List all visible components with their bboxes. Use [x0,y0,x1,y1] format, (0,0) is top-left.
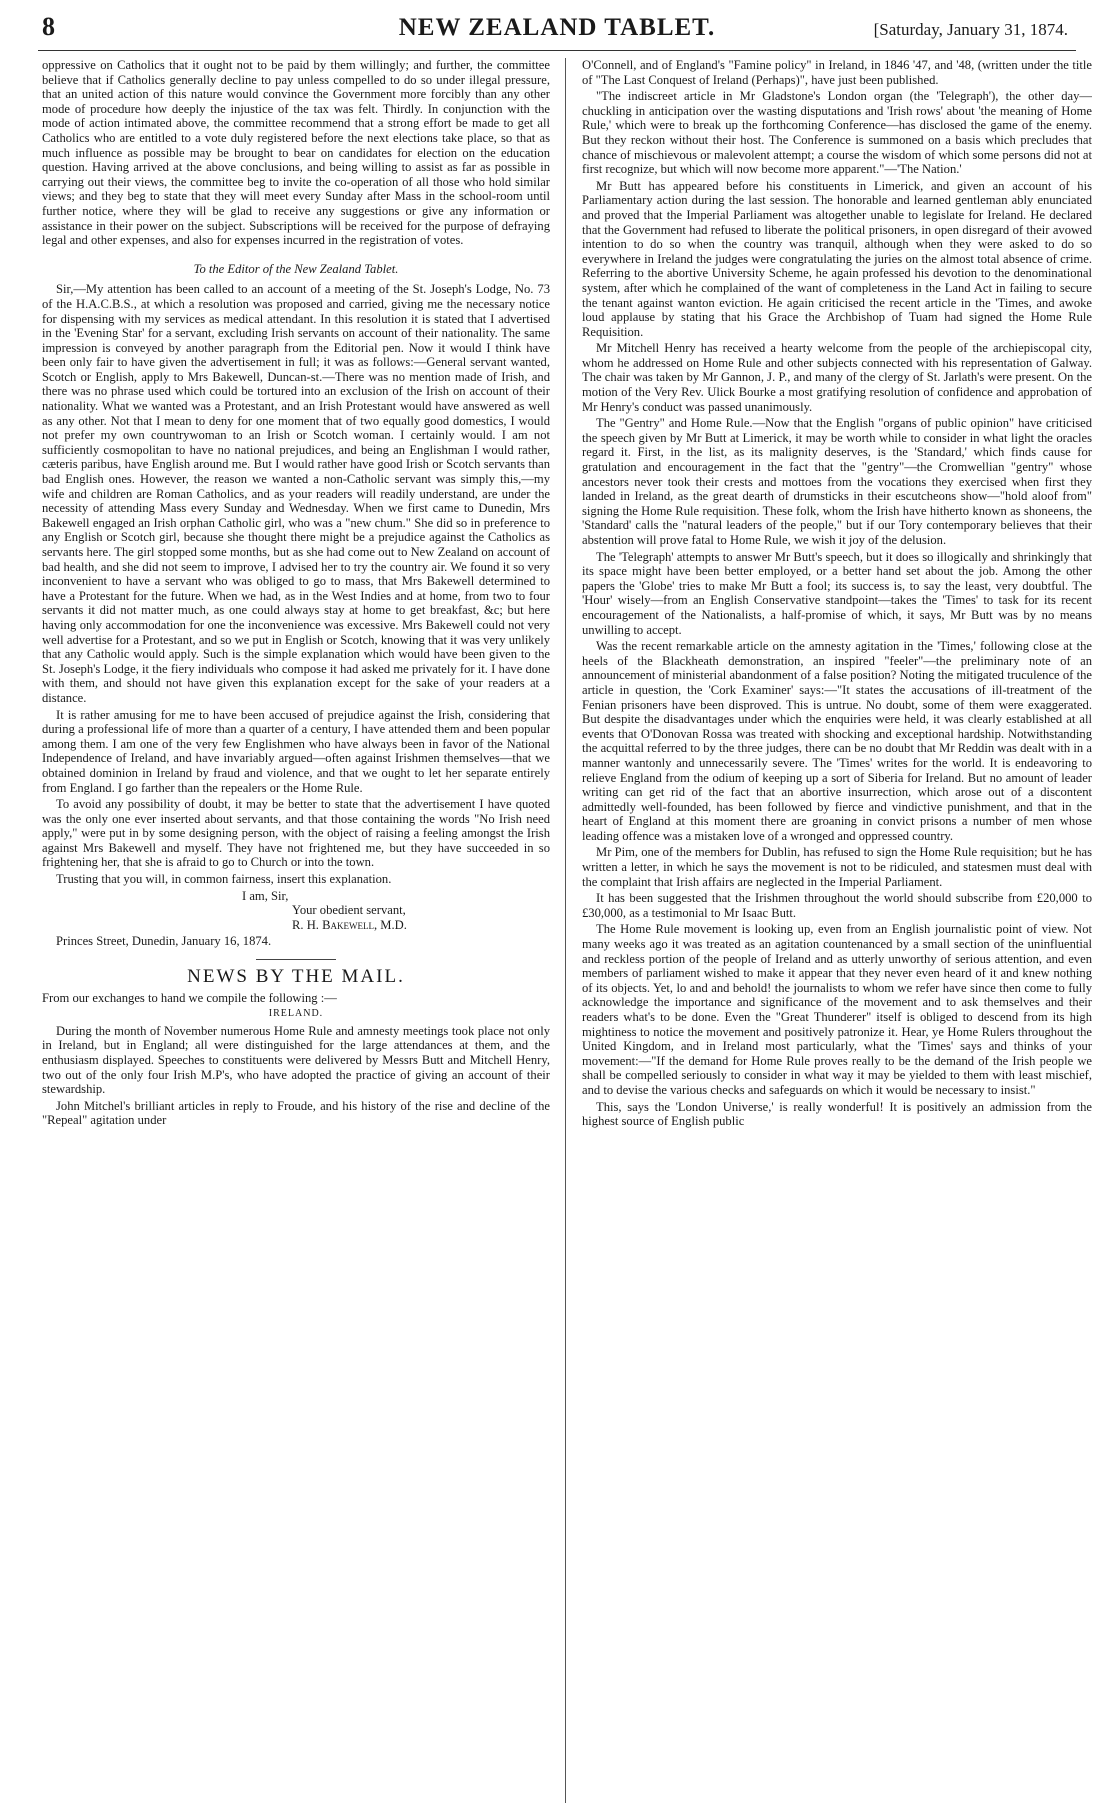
article-paragraph: oppressive on Catholics that it ought not to be paid by them willingly; and further, the committee believe that if Catholics generally decline to pay unless compelled to do so under illegal pressure, that an united action of this nature would convince the Government more forcibly than any other mode of procedure how deeply the injustice of the tax was felt. Thirdly. In conjunction with the mode of action intimated above, the committee recommend that a strong effort be made to get all Catholics who are entitled to a vote duly registered before the next elections take place, so that as much influence as possible may be brought to bear on candidates for election on the education question. Having arrived at the above conclusions, and being willing to assist as far as possible in carrying out their views, the committee beg to invite the co-operation of all those who hold similar views; and they beg to state that they will meet every Sunday after Mass in the school-room until further notice, where they will be glad to receive any suggestions or give any information or assistance in their power on the subject. Subscriptions will be received for the purpose of defraying legal and other expenses, and also for expenses incurred in the registration of votes. [42,58,550,248]
news-paragraph: This, says the 'London Universe,' is really wonderful! It is positively an admission from the highest source of English public [582,1099,1092,1129]
right-column [582,58,1092,1803]
left-column [42,58,550,1803]
news-paragraph: O'Connell, and of England's "Famine policy" in Ireland, in 1846 '47, and '48, (written under the title of "The Last Conquest of Ireland (Perhaps)", have just been published. [582,58,1092,87]
news-paragraph: The 'Telegraph' attempts to answer Mr Butt's speech, but it does so illogically and shrinkingly that its space might have been better employed, or a better hand set about the job. Among the other papers the 'Globe' tries to make Mr Butt a fool; its success is, to say the least, very doubtful. The 'Hour' wisely—from an English Conservative standpoint—takes the 'Times' to task for its recent encouragement of the Nationalists, a half-promise of which, it says, Mr Butt was by no means unwilling to accept. [582,549,1092,637]
issue-date: [Saturday, January 31, 1874. [873,20,1068,39]
section-heading: NEWS BY THE MAIL. [187,966,405,988]
column-divider [565,58,566,1803]
news-paragraph: Was the recent remarkable article on the amnesty agitation in the 'Times,' following close at the heels of the Blackheath demonstration, an inspired "feeler"—the preliminary note of an announcement of ministerial abandonment of a false position? Noting the mitigated truculence of the article in question, the 'Cork Examiner' says:—"It states the accusations of ill-treatment of the Fenian prisoners have been disproved. This is untrue. No doubt, some of them were exaggerated. But despite the disadvantages under which the enquiries were held, it was clearly established at all events that O'Donovan Rossa was treated with shocking and exceptional hardship. Notwithstanding the acquittal referred to by the three judges, there can be no doubt that Mr Reddin was dealt with in a manner wantonly and unnecessarily severe. The 'Times' writes for the world. It is endeavoring to relieve England from the odium of keeping up a sort of Siberia for Ireland. But no amount of leader writing can get rid of the fact that an abortive insurrection, which arose out of a discontent admittedly well-founded, has been followed by fierce and vindictive punishment, and that in the heart of England at this moment there are groaning in convict prisons a number of men whose leading offence was a mistaken love of a wronged and oppressed country. [582,639,1092,843]
section-divider [256,959,336,960]
letter-paragraph: Trusting that you will, in common fairness, insert this explanation. [56,872,392,887]
section-intro: From our exchanges to hand we compile the following :— [42,990,337,1005]
news-paragraph: Mr Butt has appeared before his constituents in Limerick, and given an account of his Parliamentary action during the last session. The honorable and learned gentleman ably enunciated and proved that the Imperial Parliament was altogether unable to legislate for Ireland. He declared that the Government had refused to liberate the political prisoners, in open disregard of their avowed intention to do so when the country was tranquil, although when they were asked to do so everywhere in Ireland the judges were congratulating the juries on the almost total absence of crime. Referring to the abortive University Scheme, he again professed his devotion to the denominational system, after which he complained of the want of completeness in the Land Act in failing to secure the tenant against wanton eviction. He again criticised the recent article in the 'Times, and awoke loud applause by stating that his Grace the Archbishop of Tuam had signed the Home Rule Requisition. [582,178,1092,339]
letter-heading: To the Editor of the New Zealand Tablet. [193,261,399,276]
page-header [38,6,1076,51]
letter-paragraph: Sir,—My attention has been called to an account of a meeting of the St. Joseph's Lodge, No. 73 of the H.A.C.B.S., at which a resolution was proposed and carried, giving me the necessary notice for dispensing with my services as medical attendant. In this resolution it is stated that I advertised in the 'Evening Star' for a servant, excluding Irish servants on account of their nationality. The same impression is conveyed by another paragraph from the Editorial pen. Now it would I think have been only fair to have given the advertisement in full; it was as follows:—General servant wanted, Scotch or English, apply to Mrs Bakewell, Duncan-st.—There was no mention made of Irish, and there was no phrase used which could be tortured into an exclusion of the Irish on account of their nationality. What we wanted was a Protestant, and an Irish Protestant would have answered as well as any other. Not that I mean to deny for one moment that of two equally good domestics, I would not prefer my own countrywoman to an Irish or Scotch woman. I certainly would. I am not sufficiently cosmopolitan to have no national prejudices, and being an Englishman I would rather, cæteris paribus, have English around me. But I would rather have good Irish or Scotch servants than bad English ones. However, the reason we wanted a non-Catholic servant was simply this,—my wife and children are Roman Catholics, and as your readers will readily understand, are under the necessity of attending Mass every Sunday and Wednesday. When we first came to Dunedin, Mrs Bakewell engaged an Irish orphan Catholic girl, who was a "new chum." She did so in preference to any English or Scotch girl, because she thought there might be a prejudice against the Catholics as servants here. The girl stopped some months, but as she had come out to New Zealand on account of bad health, and she did not seem to improve, I advised her to try the country air. We found it so very inconvenient to have a servant who was obliged to go to mass, that Mrs Bakewell determined to have a Protestant for the future. When we had, as in the West Indies and at home, from two to four servants it did not matter much, as one could always stay at home to get breakfast, &c; but here having only accommodation for one the inconvenience was excessive. Mrs Bakewell could not very well advertise for a Protestant, and so we put in English or Scotch, knowing that it was very unlikely that any Catholic would apply. Such is the simple explanation which would have been given to the St. Joseph's Lodge, it the fiery individuals who compose it had asked me privately for it. I have done with them, and should not have given this explanation except for the sake of your readers at a distance. [42,282,550,705]
subsection-heading: IRELAND. [268,1008,324,1020]
letter-closing: Your obedient servant, [292,903,406,918]
news-paragraph: The Home Rule movement is looking up, even from an English journalistic point of view. Not many weeks ago it was treated as an agitation countenanced by a small section of the uninfluential and reckless portion of the people of Ireland and as utterly unworthy of serious attention, and even members of parliament wished to make it appear that they never even heard of it and knew nothing of its objects. Yet, lo and and behold! the journalists to whom we refer have since then come to fully acknowledge the importance and significance of the movement and to ask themselves and their readers what's to be done. Even the "Great Thunderer" itself is obliged to descend from its high mightiness to notice the movement and positively patronize it. Hear, ye Home Rulers throughout the United Kingdom, and in Ireland most particularly, what the 'Times' says and thinks of your movement:—"If the demand for Home Rule proves really to be the demand of the Irish people we shall be compelled seriously to consider in what way it may be yielded to them with least mischief, and to devise the various checks and safeguards on which it would be necessary to insist." [582,922,1092,1097]
news-paragraph: John Mitchel's brilliant articles in reply to Froude, and his history of the rise and decline of the "Repeal" agitation under [42,1098,550,1128]
letter-dateline: Princes Street, Dunedin, January 16, 1874. [56,934,272,949]
news-paragraph: Mr Mitchell Henry has received a hearty welcome from the people of the archiepiscopal city, whom he addressed on Home Rule and other subjects connected with his representation of Galway. The chair was taken by Mr Gannon, J. P., and many of the clergy of St. Jarlath's were present. On the motion of the Very Rev. Ulick Bourke a most gratifying resolution of confidence and approbation of Mr Henry's conduct was passed unanimously. [582,341,1092,414]
news-paragraph: During the month of November numerous Home Rule and amnesty meetings took place not only in Ireland, but in England; all were distinguished for the large attendances at them, and the enthusiasm displayed. Speeches to constituents were delivered by Messrs Butt and Mitchell Henry, two out of the only four Irish M.P's, who have adopted the practice of giving an account of their stewardship. [42,1023,550,1097]
masthead-title: NEW ZEALAND TABLET. [398,14,716,41]
news-paragraph: Mr Pim, one of the members for Dublin, has refused to sign the Home Rule requisition; but he has written a letter, in which he says the movement is not to be ridiculed, and statesmen must deal with the complaint that Irish affairs are neglected in the Imperial Parliament. [582,845,1092,889]
page-number: 8 [42,12,55,41]
letter-signature: R. H. Bakewell, M.D. [292,917,407,932]
news-paragraph: It has been suggested that the Irishmen throughout the world should subscribe from £20,000 to £30,000, as a testimonial to Mr Isaac Butt. [582,891,1092,920]
letter-closing: I am, Sir, [242,888,289,903]
letter-paragraph: It is rather amusing for me to have been accused of prejudice against the Irish, considering that during a professional life of more than a quarter of a century, I have attended them and been popular among them. I am one of the very few Englishmen who have always been in favor of the National Independence of Ireland, and have invariably argued—often against Irishmen themselves—that we obtained dominion in Ireland by fraud and violence, and that we ought to let her separate entirely from England. I go farther than the repealers or the Home Rule. [42,707,550,795]
news-paragraph: The "Gentry" and Home Rule.—Now that the English "organs of public opinion" have criticised the speech given by Mr Butt at Limerick, it may be worth while to consider in what light the oracles regard it. First, in the list, as its malignity deserves, is the 'Standard,' which finds cause for gratulation and encouragement in the fact that the "gentry"—the Cromwellian "gentry" whose ancestors never took their crests and mottoes from the vocations they exercised when first they landed in Ireland, as the great dearth of drumsticks in their escutcheons show—"hold aloof from" signing the Home Rule requisition. These folk, whom the Irish have hitherto known as shoneens, the 'Standard' calls the "natural leaders of the people," but if our Tory contemporary believes that their abstention will prove fatal to Home Rule, we wish it joy of the delusion. [582,416,1092,547]
letter-paragraph: To avoid any possibility of doubt, it may be better to state that the advertisement I have quoted was the only one ever inserted about servants, and that those containing the words "No Irish need apply," were put in by some designing person, with the object of raising a feeling amongst the Irish against Mrs Bakewell and myself. They have not frightened me, but they have succeeded in so frightening her, that she is afraid to go to Church or into the town. [42,797,550,870]
news-paragraph: "The indiscreet article in Mr Gladstone's London organ (the 'Telegraph'), the other day—chuckling in anticipation over the wasting disputations and 'Irish rows' about 'the meaning of Home Rule,' which were to break up the forthcoming Conference—has disclosed the game of the enemy. But they reckon without their host. The Conference is summoned on a basis which precludes that chance of mischievous or malevolent attempt; a course the wisdom of which some persons did not at first recognize, but which will now become more apparent."—'The Nation.' [582,89,1092,177]
